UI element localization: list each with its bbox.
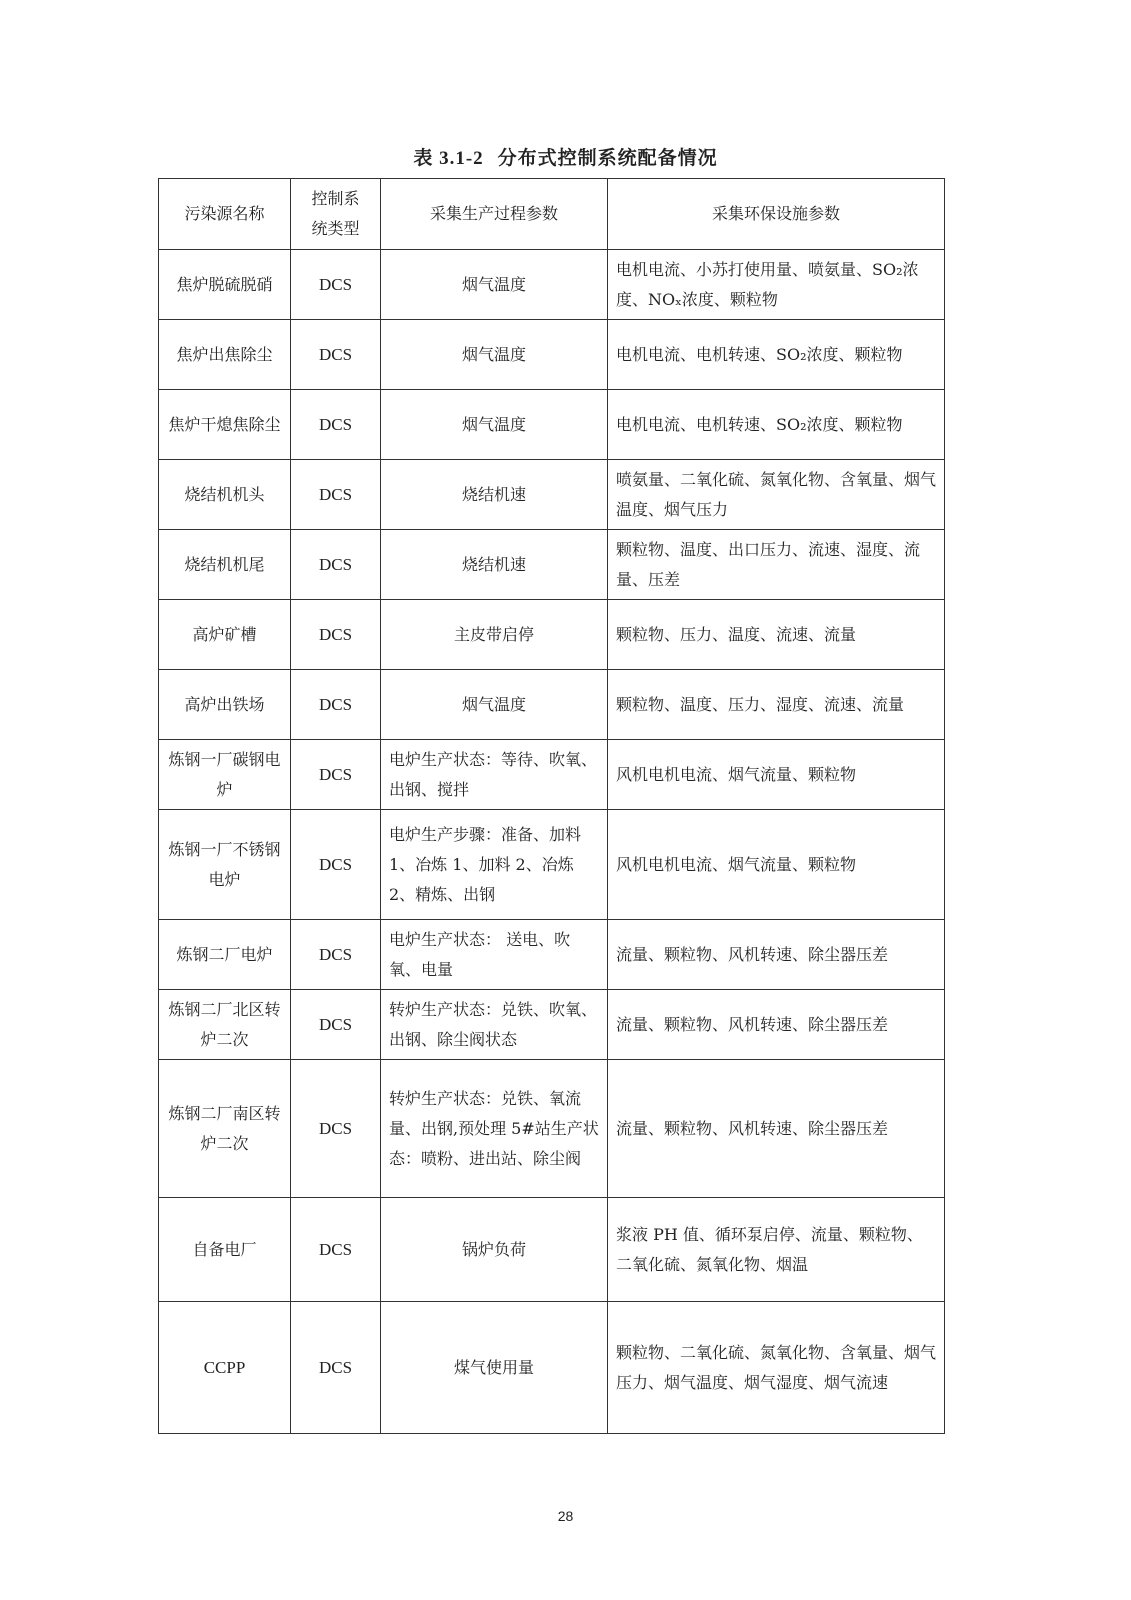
cell-source: 炼钢二厂电炉: [159, 920, 291, 990]
cell-process: 电炉生产状态：等待、吹氧、出钢、搅拌: [381, 740, 608, 810]
cell-system: DCS: [291, 390, 381, 460]
cell-process: 电炉生产状态： 送电、吹氧、电量: [381, 920, 608, 990]
cell-source: 焦炉出焦除尘: [159, 320, 291, 390]
cell-process: 转炉生产状态：兑铁、氧流量、出钢,预处理 5#站生产状态：喷粉、进出站、除尘阀: [381, 1060, 608, 1198]
cell-env: 流量、颗粒物、风机转速、除尘器压差: [608, 920, 945, 990]
cell-system: DCS: [291, 670, 381, 740]
cell-env: 喷氨量、二氧化硫、氮氧化物、含氧量、烟气温度、烟气压力: [608, 460, 945, 530]
cell-system: DCS: [291, 740, 381, 810]
cell-source: 焦炉脱硫脱硝: [159, 250, 291, 320]
cell-process: 烟气温度: [381, 320, 608, 390]
cell-env: 流量、颗粒物、风机转速、除尘器压差: [608, 1060, 945, 1198]
cell-source: 炼钢二厂南区转炉二次: [159, 1060, 291, 1198]
cell-process: 烟气温度: [381, 670, 608, 740]
cell-system: DCS: [291, 1302, 381, 1434]
cell-system: DCS: [291, 990, 381, 1060]
cell-process: 转炉生产状态：兑铁、吹氧、出钢、除尘阀状态: [381, 990, 608, 1060]
cell-system: DCS: [291, 460, 381, 530]
cell-env: 颗粒物、温度、出口压力、流速、湿度、流量、压差: [608, 530, 945, 600]
table-row: [159, 250, 945, 320]
cell-process: 电炉生产步骤：准备、加料 1、冶炼 1、加料 2、冶炼 2、精炼、出钢: [381, 810, 608, 920]
cell-system: DCS: [291, 250, 381, 320]
cell-process: 锅炉负荷: [381, 1198, 608, 1302]
table-title: 分布式控制系统配备情况: [497, 147, 718, 169]
cell-env: 风机电机电流、烟气流量、颗粒物: [608, 740, 945, 810]
cell-source: 炼钢一厂碳钢电炉: [159, 740, 291, 810]
table-row: [159, 1198, 945, 1302]
table-number: 表 3.1-2: [413, 148, 484, 169]
table-row: [159, 990, 945, 1060]
cell-system: DCS: [291, 320, 381, 390]
table-row: [159, 1302, 945, 1434]
cell-system: DCS: [291, 920, 381, 990]
cell-source: 炼钢二厂北区转炉二次: [159, 990, 291, 1060]
cell-process: 烟气温度: [381, 250, 608, 320]
dcs-configuration-table: [158, 178, 945, 1434]
table-row: [159, 530, 945, 600]
table-row: [159, 320, 945, 390]
cell-process: 烧结机速: [381, 530, 608, 600]
cell-process: 煤气使用量: [381, 1302, 608, 1434]
cell-source: 自备电厂: [159, 1198, 291, 1302]
cell-source: 高炉出铁场: [159, 670, 291, 740]
cell-env: 风机电机电流、烟气流量、颗粒物: [608, 810, 945, 920]
cell-system: DCS: [291, 810, 381, 920]
cell-env: 流量、颗粒物、风机转速、除尘器压差: [608, 990, 945, 1060]
cell-source: 烧结机机头: [159, 460, 291, 530]
cell-env: 电机电流、电机转速、SO₂浓度、颗粒物: [608, 390, 945, 460]
page-number: 28: [557, 1508, 574, 1524]
cell-env: 颗粒物、温度、压力、湿度、流速、流量: [608, 670, 945, 740]
cell-process: 主皮带启停: [381, 600, 608, 670]
table-row: [159, 920, 945, 990]
cell-source: 炼钢一厂不锈钢电炉: [159, 810, 291, 920]
table-row: [159, 740, 945, 810]
table-row: [159, 460, 945, 530]
table-row: [159, 810, 945, 920]
table-row: [159, 600, 945, 670]
cell-source: CCPP: [159, 1302, 291, 1434]
cell-env: 颗粒物、压力、温度、流速、流量: [608, 600, 945, 670]
cell-env: 电机电流、电机转速、SO₂浓度、颗粒物: [608, 320, 945, 390]
table-caption: [0, 143, 1131, 170]
cell-system: DCS: [291, 600, 381, 670]
header-env-params: 采集环保设施参数: [608, 179, 945, 250]
cell-source: 烧结机机尾: [159, 530, 291, 600]
cell-system: DCS: [291, 1060, 381, 1198]
cell-source: 焦炉干熄焦除尘: [159, 390, 291, 460]
cell-process: 烟气温度: [381, 390, 608, 460]
header-control-system-type: 控制系统类型: [291, 179, 381, 250]
cell-system: DCS: [291, 1198, 381, 1302]
table-row: [159, 670, 945, 740]
header-process-params: 采集生产过程参数: [381, 179, 608, 250]
cell-env: 电机电流、小苏打使用量、喷氨量、SO₂浓度、NOₓ浓度、颗粒物: [608, 250, 945, 320]
table-header-row: [159, 179, 945, 250]
cell-env: 浆液 PH 值、循环泵启停、流量、颗粒物、二氧化硫、氮氧化物、烟温: [608, 1198, 945, 1302]
cell-system: DCS: [291, 530, 381, 600]
cell-process: 烧结机速: [381, 460, 608, 530]
header-source-name: 污染源名称: [159, 179, 291, 250]
cell-env: 颗粒物、二氧化硫、氮氧化物、含氧量、烟气压力、烟气温度、烟气湿度、烟气流速: [608, 1302, 945, 1434]
table-row: [159, 390, 945, 460]
cell-source: 高炉矿槽: [159, 600, 291, 670]
table-row: [159, 1060, 945, 1198]
